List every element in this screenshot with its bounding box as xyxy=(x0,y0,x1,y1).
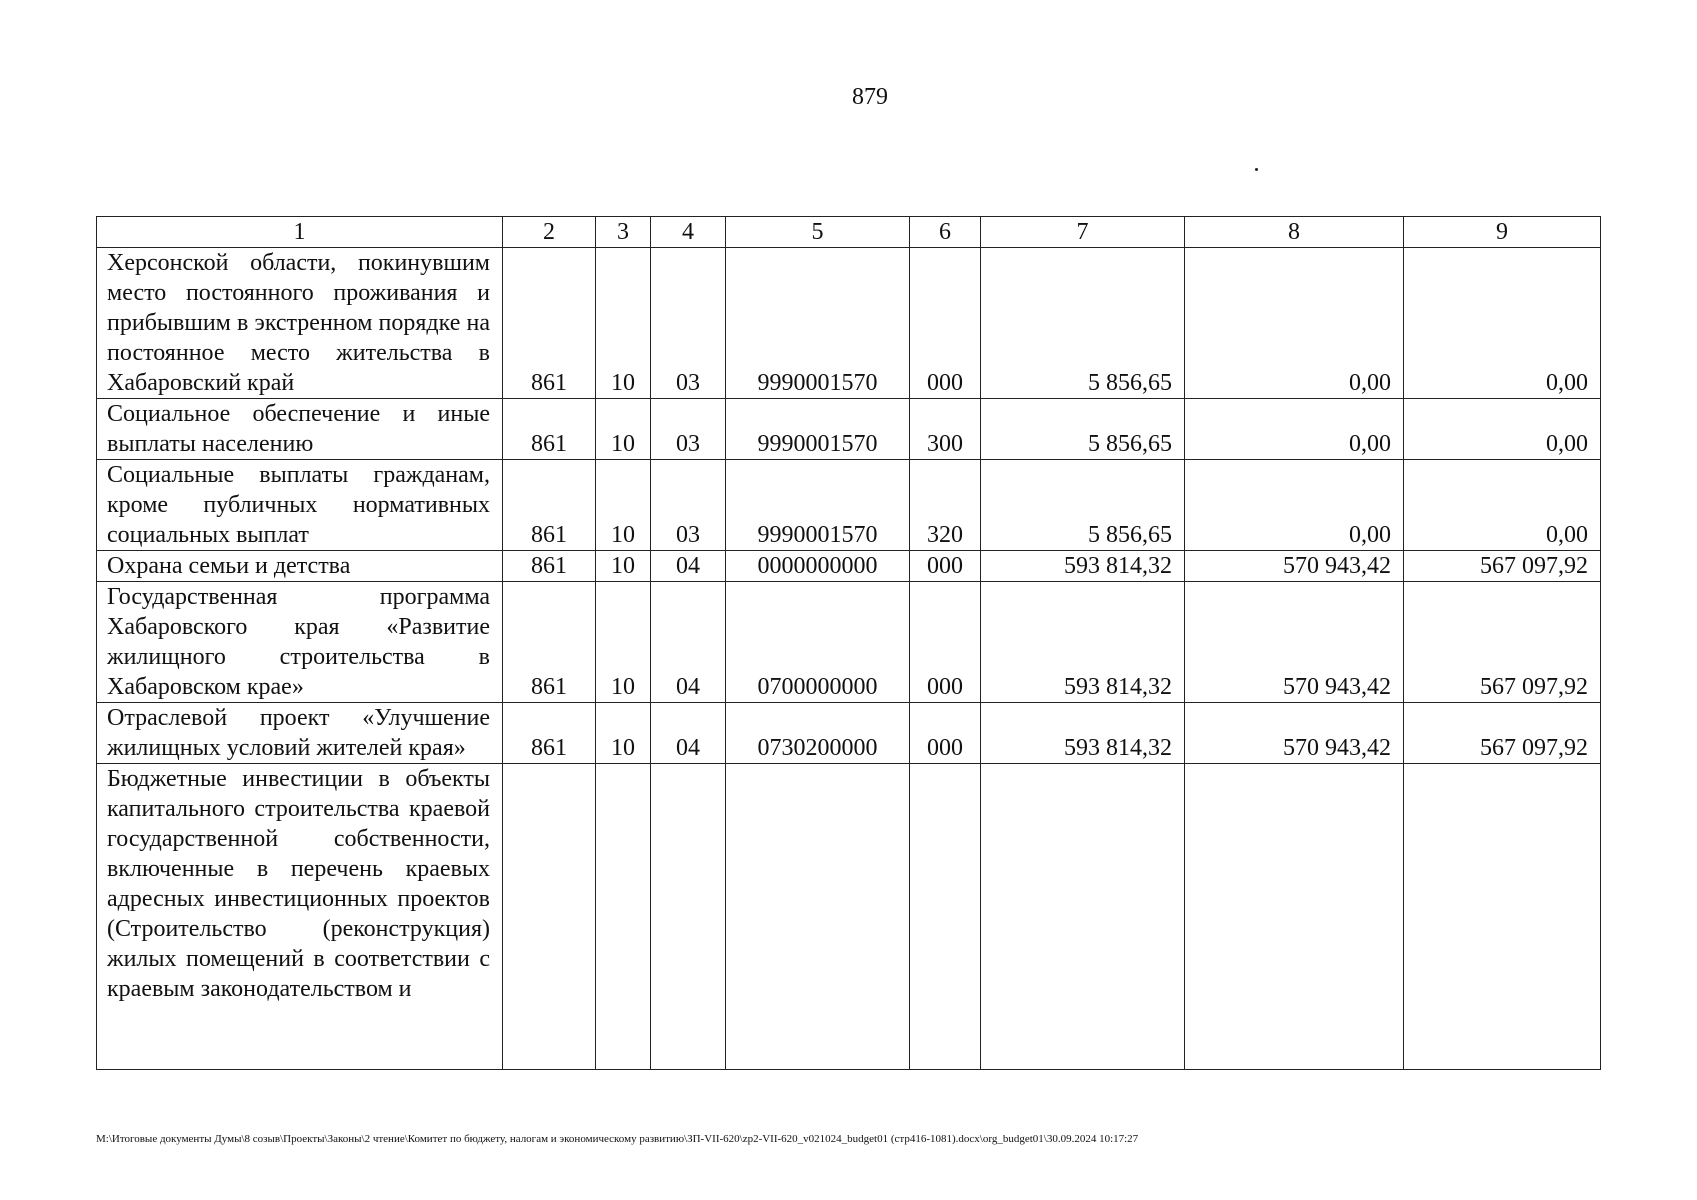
cell-col9: 0,00 xyxy=(1404,460,1601,551)
cell-col7: 5 856,65 xyxy=(981,399,1185,460)
cell-col5: 0000000000 xyxy=(726,551,910,582)
header-cell-5: 5 xyxy=(726,217,910,248)
row-name: Государственная программа Хабаровского края «Развитие жилищного строительства в Хабаровском крае» xyxy=(97,582,503,703)
table-row xyxy=(97,460,1601,551)
cell-col3: 10 xyxy=(596,460,651,551)
cell-col3: 10 xyxy=(596,399,651,460)
cell-col9: 567 097,92 xyxy=(1404,703,1601,764)
cell-col7: 5 856,65 xyxy=(981,460,1185,551)
cell-col6: 000 xyxy=(910,703,981,764)
cell-col9: 567 097,92 xyxy=(1404,551,1601,582)
table-row xyxy=(97,582,1601,703)
cell-col6: 300 xyxy=(910,399,981,460)
cell-col3: 10 xyxy=(596,248,651,399)
cell-col4: 04 xyxy=(651,582,726,703)
cell-col7: 593 814,32 xyxy=(981,703,1185,764)
header-cell-4: 4 xyxy=(651,217,726,248)
cell-col9: 567 097,92 xyxy=(1404,582,1601,703)
cell-col5 xyxy=(726,764,910,1070)
cell-col2 xyxy=(503,764,596,1070)
table-row xyxy=(97,551,1601,582)
row-name: Бюджетные инвестиции в объекты капитального строительства краевой государственной собственности, включенные в перечень краевых адресных инвестиционных проектов (Строительство (реконструкция) жилых помещений в соответствии с краевым законодательством и xyxy=(97,764,503,1070)
cell-col2: 861 xyxy=(503,582,596,703)
cell-col7 xyxy=(981,764,1185,1070)
cell-col9: 0,00 xyxy=(1404,399,1601,460)
budget-table xyxy=(96,216,1601,1070)
cell-col9 xyxy=(1404,764,1601,1070)
cell-col2: 861 xyxy=(503,399,596,460)
cell-col8: 0,00 xyxy=(1185,399,1404,460)
cell-col6: 000 xyxy=(910,582,981,703)
cell-col8: 0,00 xyxy=(1185,248,1404,399)
cell-col7: 593 814,32 xyxy=(981,582,1185,703)
cell-col2: 861 xyxy=(503,460,596,551)
cell-col5: 9990001570 xyxy=(726,399,910,460)
scan-speck xyxy=(1255,168,1258,171)
table-body xyxy=(97,217,1601,1070)
cell-col8: 570 943,42 xyxy=(1185,551,1404,582)
table-row xyxy=(97,764,1601,1070)
cell-col4: 04 xyxy=(651,703,726,764)
cell-col5: 0700000000 xyxy=(726,582,910,703)
row-name: Херсонской области, покинувшим место постоянного проживания и прибывшим в экстренном порядке на постоянное место жительства в Хабаровский край xyxy=(97,248,503,399)
header-cell-7: 7 xyxy=(981,217,1185,248)
cell-col3: 10 xyxy=(596,582,651,703)
page-number: 879 xyxy=(852,84,888,110)
cell-col2: 861 xyxy=(503,703,596,764)
cell-col4: 03 xyxy=(651,248,726,399)
cell-col3: 10 xyxy=(596,703,651,764)
cell-col3 xyxy=(596,764,651,1070)
cell-col4: 03 xyxy=(651,399,726,460)
table-row xyxy=(97,248,1601,399)
cell-col8: 570 943,42 xyxy=(1185,703,1404,764)
header-cell-9: 9 xyxy=(1404,217,1601,248)
cell-col8: 570 943,42 xyxy=(1185,582,1404,703)
header-cell-3: 3 xyxy=(596,217,651,248)
row-name: Социальное обеспечение и иные выплаты населению xyxy=(97,399,503,460)
cell-col5: 9990001570 xyxy=(726,460,910,551)
cell-col9: 0,00 xyxy=(1404,248,1601,399)
header-cell-6: 6 xyxy=(910,217,981,248)
cell-col6: 000 xyxy=(910,248,981,399)
cell-col8: 0,00 xyxy=(1185,460,1404,551)
cell-col4: 04 xyxy=(651,551,726,582)
row-name: Охрана семьи и детства xyxy=(97,551,503,582)
header-cell-1: 1 xyxy=(97,217,503,248)
header-row xyxy=(97,217,1601,248)
header-cell-8: 8 xyxy=(1185,217,1404,248)
row-name: Социальные выплаты гражданам, кроме публичных нормативных социальных выплат xyxy=(97,460,503,551)
row-name: Отраслевой проект «Улучшение жилищных условий жителей края» xyxy=(97,703,503,764)
cell-col8 xyxy=(1185,764,1404,1070)
cell-col6 xyxy=(910,764,981,1070)
cell-col4: 03 xyxy=(651,460,726,551)
table-row xyxy=(97,399,1601,460)
cell-col6: 000 xyxy=(910,551,981,582)
cell-col7: 5 856,65 xyxy=(981,248,1185,399)
cell-col5: 9990001570 xyxy=(726,248,910,399)
cell-col7: 593 814,32 xyxy=(981,551,1185,582)
cell-col2: 861 xyxy=(503,551,596,582)
cell-col3: 10 xyxy=(596,551,651,582)
cell-col2: 861 xyxy=(503,248,596,399)
table-row xyxy=(97,703,1601,764)
header-cell-2: 2 xyxy=(503,217,596,248)
document-path-footer: M:\Итоговые документы Думы\8 созыв\Проекты\Законы\2 чтение\Комитет по бюджету, налогам и экономическому развитию\ЗП-VII-620\zp2-VII-620_v021024_budget01 (стр416-1081).docx\org_budget01\30.09.2024 10:17:27 xyxy=(96,1133,1139,1145)
cell-col4 xyxy=(651,764,726,1070)
cell-col6: 320 xyxy=(910,460,981,551)
cell-col5: 0730200000 xyxy=(726,703,910,764)
